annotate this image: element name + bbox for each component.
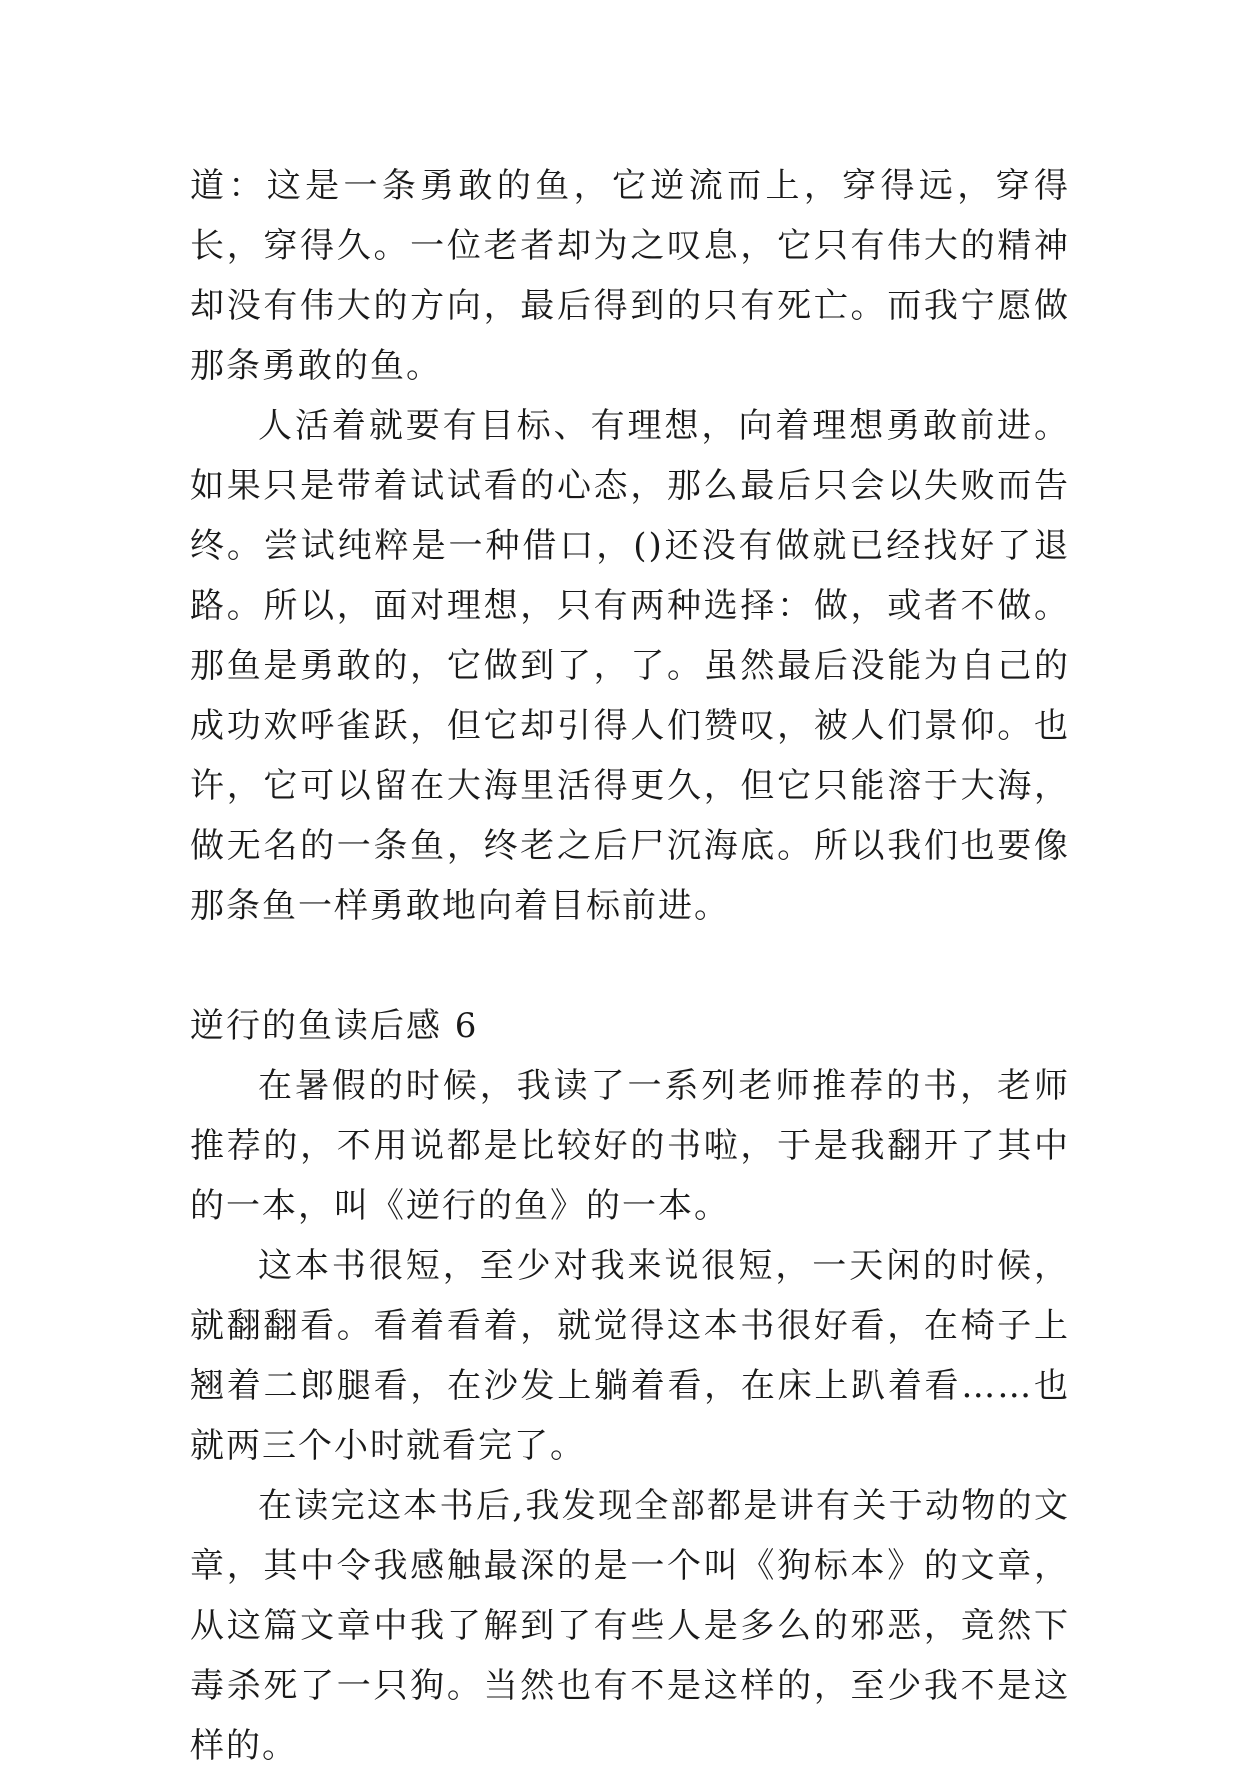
paragraph-summer-reading: 在暑假的时候，我读了一系列老师推荐的书，老师推荐的，不用说都是比较好的书啦，于是我翻开了其中的一本，叫《逆行的鱼》的一本。 [190,1066,1070,1226]
paragraph-short-book: 这本书很短，至少对我来说很短，一天闲的时候，就翻翻看。看着看着，就觉得这本书很好看，在椅子上翘着二郎腿看，在沙发上躺着看，在床上趴着看……也就两三个小时就看完了。 [190,1246,1070,1466]
paragraph-dog-specimen: 在读完这本书后,我发现全部都是讲有关于动物的文章，其中令我感触最深的是一个叫《狗标本》的文章，从这篇文章中我了解到了有些人是多么的邪恶，竟然下毒杀死了一只狗。当然也有不是这样的，至少我不是这样的。 [190,1486,1070,1766]
document-body [190,156,1070,1776]
paragraph-goal-ideal: 人活着就要有目标、有理想，向着理想勇敢前进。如果只是带着试试看的心态，那么最后只会以失败而告终。尝试纯粹是一种借口，()还没有做就已经找好了退路。所以，面对理想，只有两种选择：做，或者不做。那鱼是勇敢的，它做到了，了。虽然最后没能为自己的成功欢呼雀跃，但它却引得人们赞叹，被人们景仰。也许，它可以留在大海里活得更久，但它只能溶于大海，做无名的一条鱼，终老之后尸沉海底。所以我们也要像那条鱼一样勇敢地向着目标前进。 [190,406,1070,926]
paragraph-continuation: 道：这是一条勇敢的鱼，它逆流而上，穿得远，穿得长，穿得久。一位老者却为之叹息，它只有伟大的精神却没有伟大的方向，最后得到的只有死亡。而我宁愿做那条勇敢的鱼。 [190,166,1070,386]
section-spacer [190,936,1070,996]
section-title: 逆行的鱼读后感 6 [190,1006,479,1046]
